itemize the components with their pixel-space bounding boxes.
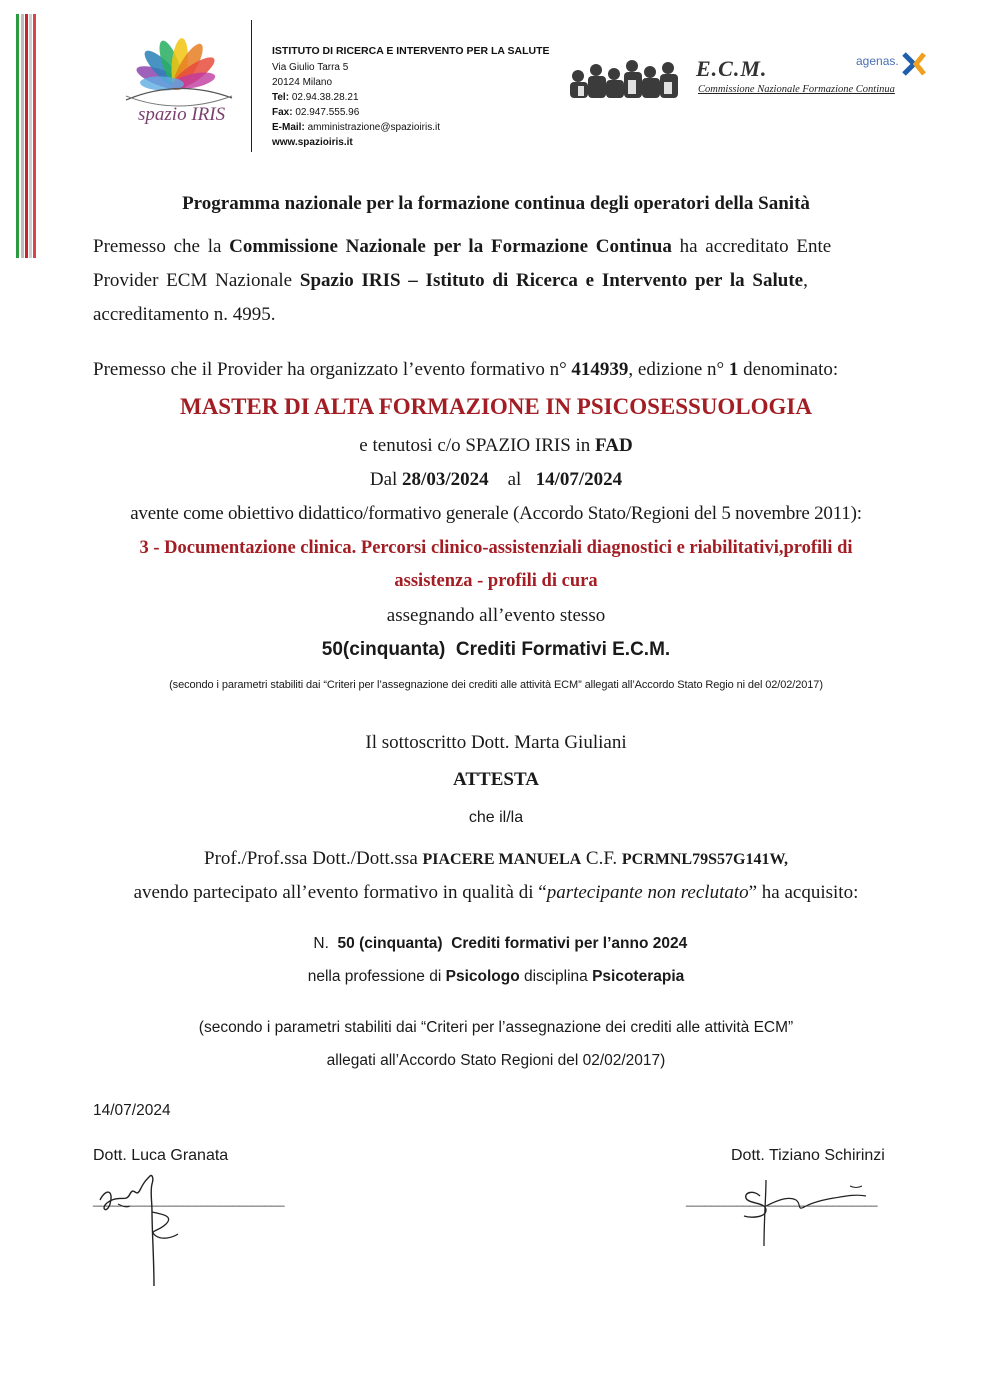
- assigning-line: assegnando all’evento stesso: [386, 605, 606, 626]
- signer-right: Dott. Tiziano Schirinzi: [731, 1147, 885, 1164]
- website[interactable]: www.spazioiris.it: [272, 137, 353, 148]
- para1-line1: Premesso che la Commissione Nazionale per la Formazione Continua ha accreditato Ente: [93, 236, 832, 257]
- logo-text: spazio IRIS: [138, 104, 226, 125]
- objective-line2: assistenza - profili di cura: [394, 571, 598, 591]
- stripe-green: [16, 14, 19, 258]
- edition-number: 1: [728, 359, 739, 380]
- participation-line: avendo partecipato all’evento formativo in qualità di “partecipante non reclutato” ha acquisito:: [133, 882, 859, 903]
- attesta-heading: ATTESTA: [453, 769, 539, 790]
- date-to: 14/07/2024: [535, 469, 623, 490]
- signatory-line: Il sottoscritto Dott. Marta Giuliani: [365, 732, 627, 753]
- date-from: 28/03/2024: [402, 469, 489, 490]
- email-value[interactable]: amministrazione@spazioiris.it: [307, 122, 440, 133]
- institute-name: ISTITUTO DI RICERCA E INTERVENTO PER LA SALUTE: [272, 45, 550, 57]
- para1-line2: Provider ECM Nazionale Spazio IRIS – Istituto di Ricerca e Intervento per la Salute,: [93, 270, 808, 291]
- tel-label: Tel:: [272, 92, 290, 103]
- tel-row: [272, 90, 564, 105]
- person-line: Prof./Prof.ssa Dott./Dott.ssa PIACERE MANUELA C.F. PCRMNL79S57G141W,: [204, 848, 788, 869]
- agenas-logo-text: agenas.: [856, 54, 899, 68]
- signature-line-right: ______________________________: [686, 1193, 878, 1207]
- params-note: (secondo i parametri stabiliti dai “Criteri per l’assegnazione dei crediti alle attività ECM” allegati all’Accordo Stato Regio ni del 02/02/2017): [169, 679, 823, 691]
- participation-role: partecipante non reclutato: [546, 882, 749, 903]
- params-line1: (secondo i parametri stabiliti dai “Criteri per l’assegnazione dei crediti alle attività ECM”: [198, 1019, 794, 1036]
- ecm-group-photo: [568, 52, 688, 100]
- ecm-subtitle: Commissione Nazionale Formazione Continua: [698, 84, 895, 95]
- credits-acquired: 50 (cinquanta) Crediti formativi per l’anno 2024: [337, 935, 688, 952]
- event-credits: 50(cinquanta) Crediti Formativi E.C.M.: [321, 639, 671, 660]
- venue-mode: FAD: [595, 435, 633, 456]
- provider-name: Spazio IRIS – Istituto di Ricerca e Intervento per la Salute: [299, 270, 804, 291]
- fax-label: Fax:: [272, 107, 293, 118]
- credits-acquired-line: N. 50 (cinquanta) Crediti formativi per l’anno 2024: [313, 935, 688, 952]
- commission-name: Commissione Nazionale per la Formazione Continua: [229, 236, 672, 257]
- stripe-red-1: [25, 14, 28, 258]
- address-line1: Via Giulio Tarra 5: [272, 62, 349, 73]
- params-line2: allegati all’Accordo Stato Regioni del 02/02/2017): [326, 1052, 666, 1069]
- stripe-gray-2: [29, 14, 32, 258]
- email-row: [272, 120, 564, 135]
- agenas-mark-icon: [900, 50, 928, 78]
- person-name: PIACERE MANUELA: [422, 851, 582, 868]
- event-title: MASTER DI ALTA FORMAZIONE IN PSICOSESSUOLOGIA: [179, 394, 812, 419]
- stripe-red-2: [33, 14, 36, 258]
- fax-row: [272, 105, 564, 120]
- institute-info: [272, 44, 564, 150]
- stripe-gray-1: [21, 14, 24, 258]
- event-number: 414939: [571, 359, 629, 380]
- che-line: che il/la: [468, 809, 524, 826]
- issue-date: 14/07/2024: [93, 1102, 171, 1119]
- signature-right-image: [700, 1156, 880, 1252]
- fax-value: 02.947.555.96: [295, 107, 360, 118]
- address-line2: 20124 Milano: [272, 77, 333, 88]
- signature-left-image: [92, 1160, 192, 1290]
- venue-line: e tenutosi c/o SPAZIO IRIS in FAD: [359, 435, 633, 456]
- ecm-title: E.C.M.: [696, 56, 768, 81]
- discipline: Psicoterapia: [592, 968, 685, 985]
- spazio-iris-logo: [120, 38, 238, 134]
- profession: Psicologo: [445, 968, 520, 985]
- date-range: Dal 28/03/2024 al 14/07/2024: [369, 469, 623, 490]
- tel-value: 02.94.38.28.21: [291, 92, 359, 103]
- para2: Premesso che il Provider ha organizzato l’evento formativo n° 414939, edizione n° 1 denominato:: [93, 359, 839, 380]
- header-divider: [251, 20, 252, 152]
- objective-intro: avente come obiettivo didattico/formativo generale (Accordo Stato/Regioni del 5 novembre 2011):: [130, 503, 862, 524]
- objective-line1: 3 - Documentazione clinica. Percorsi clinico-assistenziali diagnostici e riabilitativi,profili di: [139, 538, 853, 558]
- program-title: Programma nazionale per la formazione continua degli operatori della Sanità: [182, 193, 810, 214]
- signature-line-left: ______________________________: [93, 1193, 285, 1207]
- email-label: E-Mail:: [272, 122, 305, 133]
- para1-line3: accreditamento n. 4995.: [93, 304, 276, 325]
- person-fiscal-code: PCRMNL79S57G141W,: [621, 851, 788, 868]
- profession-line: nella professione di Psicologo disciplina Psicoterapia: [307, 968, 685, 985]
- signer-left: Dott. Luca Granata: [93, 1147, 229, 1164]
